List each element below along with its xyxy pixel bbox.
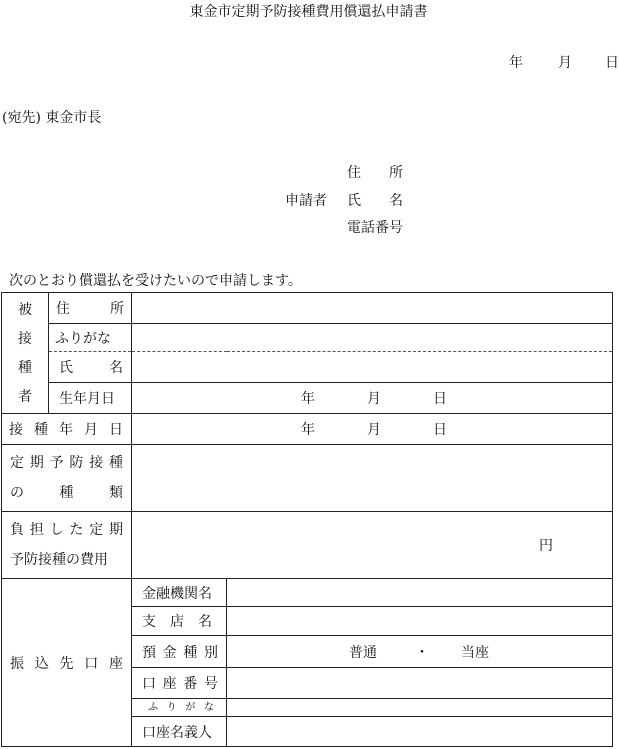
page-title: 東金市定期予防接種費用償還払申請書 bbox=[189, 4, 428, 20]
account-type-label: 預 金 種 別 bbox=[132, 636, 227, 668]
holder-furigana-field[interactable] bbox=[227, 699, 613, 717]
vaccination-date-field[interactable] bbox=[132, 414, 613, 445]
recipient-address-field[interactable] bbox=[132, 293, 613, 324]
recipient-furigana-field[interactable] bbox=[132, 324, 613, 352]
intro-text: 次のとおり償還払を受けたいので申請します。 bbox=[9, 273, 302, 289]
vacc-month-unit: 月 bbox=[367, 422, 381, 438]
vaccination-cost-field[interactable] bbox=[132, 512, 613, 579]
recipient-group-label: 被 接 種 者 bbox=[2, 293, 49, 414]
vaccine-type-field[interactable] bbox=[132, 445, 613, 512]
branch-field[interactable] bbox=[227, 607, 613, 636]
holder-furigana-label: ふ り が な bbox=[132, 699, 227, 717]
account-type-ordinary[interactable]: 普通 bbox=[349, 644, 377, 661]
vaccination-date-label: 接 種 年 月 日 bbox=[2, 414, 132, 445]
birth-month-unit: 月 bbox=[367, 391, 381, 407]
bank-account-group-label: 振 込 先 口 座 bbox=[2, 579, 132, 747]
date-year-label: 年 bbox=[509, 55, 523, 71]
account-number-field[interactable] bbox=[227, 668, 613, 699]
applicant-label: 申請者 bbox=[285, 193, 327, 209]
date-day-label: 日 bbox=[605, 55, 619, 71]
application-form-table bbox=[1, 292, 613, 747]
account-number-label: 口 座 番 号 bbox=[132, 668, 227, 699]
recipient-furigana-label: ふりがな bbox=[49, 324, 132, 352]
birth-day-unit: 日 bbox=[433, 391, 447, 407]
applicant-name-label: 氏 名 bbox=[347, 193, 403, 209]
recipient-birthdate-label: 生年月日 bbox=[49, 383, 132, 414]
yen-unit: 円 bbox=[539, 538, 553, 554]
branch-label: 支 店 名 bbox=[132, 607, 227, 636]
applicant-phone-label: 電話番号 bbox=[347, 220, 403, 236]
birth-year-unit: 年 bbox=[301, 391, 315, 407]
vaccination-cost-label: 負 担 し た 定 期 予防接種の費用 bbox=[2, 512, 132, 579]
recipient-address-label: 住 所 bbox=[49, 293, 132, 324]
account-type-separator: ・ bbox=[415, 644, 429, 661]
recipient-birthdate-field[interactable] bbox=[132, 383, 613, 414]
applicant-address-label: 住 所 bbox=[347, 165, 403, 181]
bank-name-label: 金融機関名 bbox=[132, 579, 227, 607]
addressee: (宛先) 東金市長 bbox=[2, 110, 102, 126]
account-type-current[interactable]: 当座 bbox=[461, 644, 489, 661]
bank-name-field[interactable] bbox=[227, 579, 613, 607]
vaccine-type-label: 定 期 予 防 接 種 の 種 類 bbox=[2, 445, 132, 512]
account-type-field bbox=[227, 636, 613, 668]
vacc-day-unit: 日 bbox=[433, 422, 447, 438]
recipient-name-label: 氏 名 bbox=[49, 352, 132, 383]
vacc-year-unit: 年 bbox=[301, 422, 315, 438]
holder-name-label: 口座名義人 bbox=[132, 717, 227, 747]
holder-name-field[interactable] bbox=[227, 717, 613, 747]
recipient-name-field[interactable] bbox=[132, 352, 613, 383]
date-month-label: 月 bbox=[558, 55, 572, 71]
